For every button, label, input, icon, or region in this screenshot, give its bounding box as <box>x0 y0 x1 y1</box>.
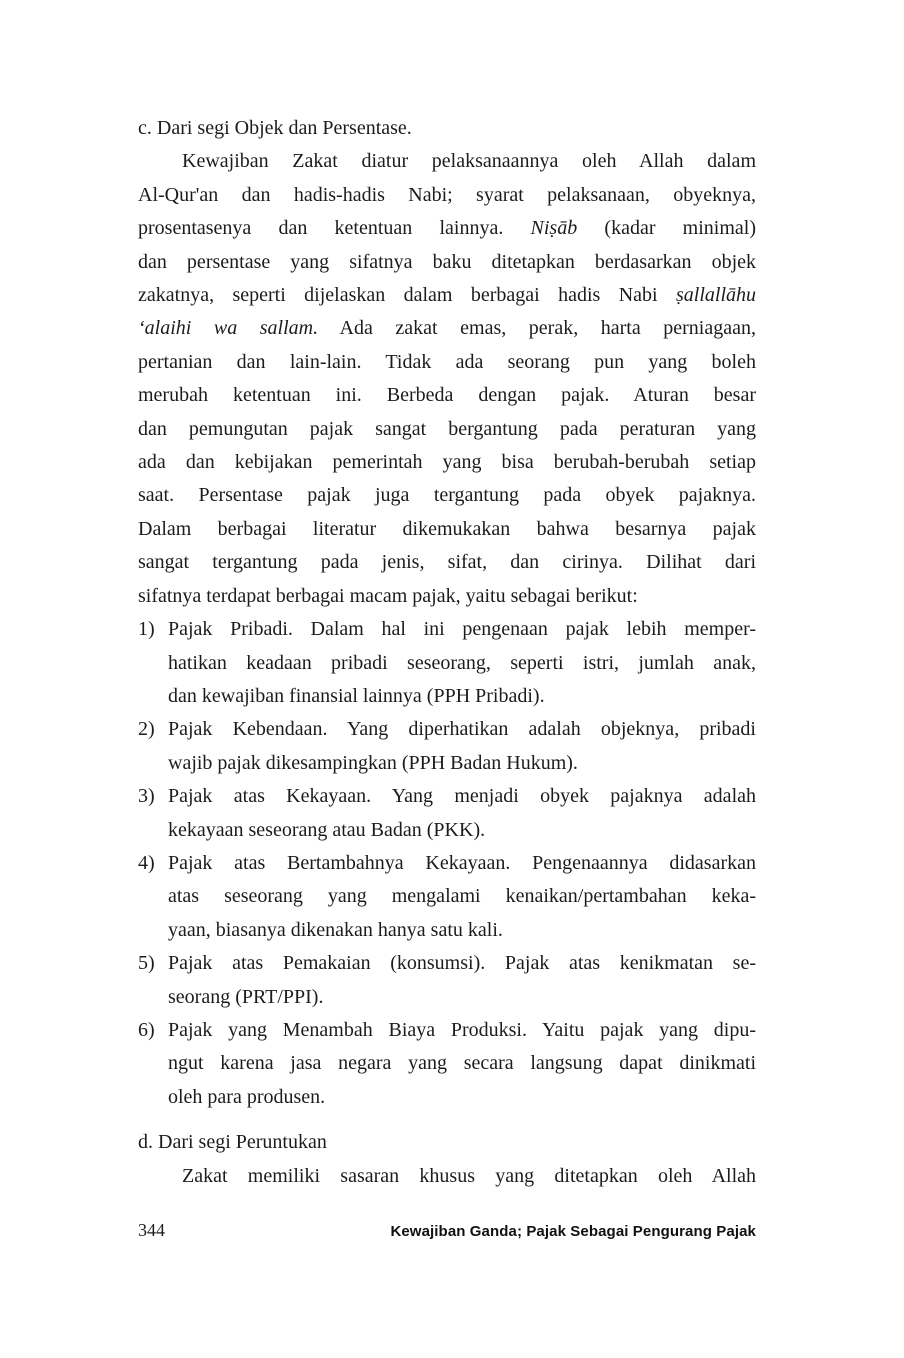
list-item <box>138 780 756 847</box>
text-segment: prosentasenya dan ketentuan lainnya. <box>138 217 531 240</box>
list-item-text <box>168 847 756 947</box>
list-item-number: 4) <box>138 851 155 874</box>
text-segment: Ada zakat emas, perak, harta perniagaan, <box>318 317 756 340</box>
list-item-text <box>168 780 756 847</box>
paragraph-zakat-objek <box>138 145 756 613</box>
list-item-text <box>168 713 756 780</box>
section-heading-d: d. Dari segi Peruntukan <box>138 1131 327 1154</box>
list-item <box>138 847 756 947</box>
page-content <box>138 112 756 1193</box>
text-line: Pajak Kebendaan. Yang diperhatikan adalah objeknya, pribadi <box>168 718 756 741</box>
list-item-text <box>168 613 756 713</box>
text-segment: (kadar minimal) <box>577 217 756 240</box>
text-line: sifatnya terdapat berbagai macam pajak, yaitu sebagai berikut: <box>138 584 638 607</box>
italic-term: ṣallallāhu <box>675 284 756 307</box>
list-item <box>138 613 756 713</box>
page-footer <box>138 1220 756 1241</box>
list-item <box>138 947 756 1014</box>
text-line: Zakat memiliki sasaran khusus yang ditetapkan oleh Allah <box>182 1164 756 1187</box>
section-heading-c: c. Dari segi Objek dan Persentase. <box>138 117 412 139</box>
text-line: dan pemungutan pajak sangat bergantung pada peraturan yang <box>138 417 756 440</box>
text-line: Al-Qur'an dan hadis-hadis Nabi; syarat pelaksanaan, obyeknya, <box>138 183 756 206</box>
text-segment: zakatnya, seperti dijelaskan dalam berbagai hadis Nabi <box>138 284 676 307</box>
text-line: sangat tergantung pada jenis, sifat, dan cirinya. Dilihat dari <box>138 551 756 574</box>
text-line: wajib pajak dikesampingkan (PPH Badan Hukum). <box>168 751 578 774</box>
list-item-number: 5) <box>138 952 155 975</box>
list-item <box>138 713 756 780</box>
text-line <box>138 279 756 312</box>
text-line: hatikan keadaan pribadi seseorang, seperti istri, jumlah anak, <box>168 651 756 674</box>
paragraph-peruntukan <box>138 1160 756 1193</box>
running-title: Kewajiban Ganda; Pajak Sebagai Pengurang Pajak <box>390 1223 756 1240</box>
text-line: pertanian dan lain-lain. Tidak ada seorang pun yang boleh <box>138 350 756 373</box>
list-item-number: 2) <box>138 718 155 741</box>
text-line <box>138 312 756 345</box>
text-line: kekayaan seseorang atau Badan (PKK). <box>168 818 486 841</box>
italic-term: Niṣāb <box>530 217 578 240</box>
text-line: dan persentase yang sifatnya baku ditetapkan berdasarkan objek <box>138 250 756 273</box>
text-line: Pajak atas Kekayaan. Yang menjadi obyek pajaknya adalah <box>168 785 756 808</box>
text-line: Pajak Pribadi. Dalam hal ini pengenaan pajak lebih memper- <box>168 618 756 641</box>
text-line: seorang (PRT/PPI). <box>168 985 324 1008</box>
text-line: saat. Persentase pajak juga tergantung pada obyek pajaknya. <box>138 484 756 507</box>
pajak-type-list <box>138 613 756 1114</box>
text-line <box>138 212 756 245</box>
text-line: dan kewajiban finansial lainnya (PPH Pribadi). <box>168 684 545 707</box>
list-item-number: 3) <box>138 785 155 808</box>
text-line: Pajak atas Bertambahnya Kekayaan. Pengenaannya didasarkan <box>168 851 756 874</box>
text-line: ada dan kebijakan pemerintah yang bisa berubah-berubah setiap <box>138 451 756 474</box>
list-item-text <box>168 1014 756 1114</box>
text-line: merubah ketentuan ini. Berbeda dengan pajak. Aturan besar <box>138 384 756 407</box>
italic-term: ‘alaihi wa sallam. <box>138 317 319 340</box>
text-line: Pajak yang Menambah Biaya Produksi. Yaitu pajak yang dipu- <box>168 1018 756 1041</box>
page-number: 344 <box>138 1220 165 1240</box>
list-item-text <box>168 947 756 1014</box>
text-line: Kewajiban Zakat diatur pelaksanaannya oleh Allah dalam <box>182 150 756 173</box>
text-line: ngut karena jasa negara yang secara langsung dapat dinikmati <box>168 1052 756 1075</box>
text-line: oleh para produsen. <box>168 1085 326 1108</box>
text-line: atas seseorang yang mengalami kenaikan/pertambahan keka- <box>168 885 756 908</box>
text-line: yaan, biasanya dikenakan hanya satu kali. <box>168 918 503 941</box>
list-item-number: 6) <box>138 1018 155 1041</box>
text-line: Dalam berbagai literatur dikemukakan bahwa besarnya pajak <box>138 517 756 540</box>
text-line: Pajak atas Pemakaian (konsumsi). Pajak atas kenikmatan se- <box>168 952 756 975</box>
list-item <box>138 1014 756 1114</box>
list-item-number: 1) <box>138 618 155 641</box>
